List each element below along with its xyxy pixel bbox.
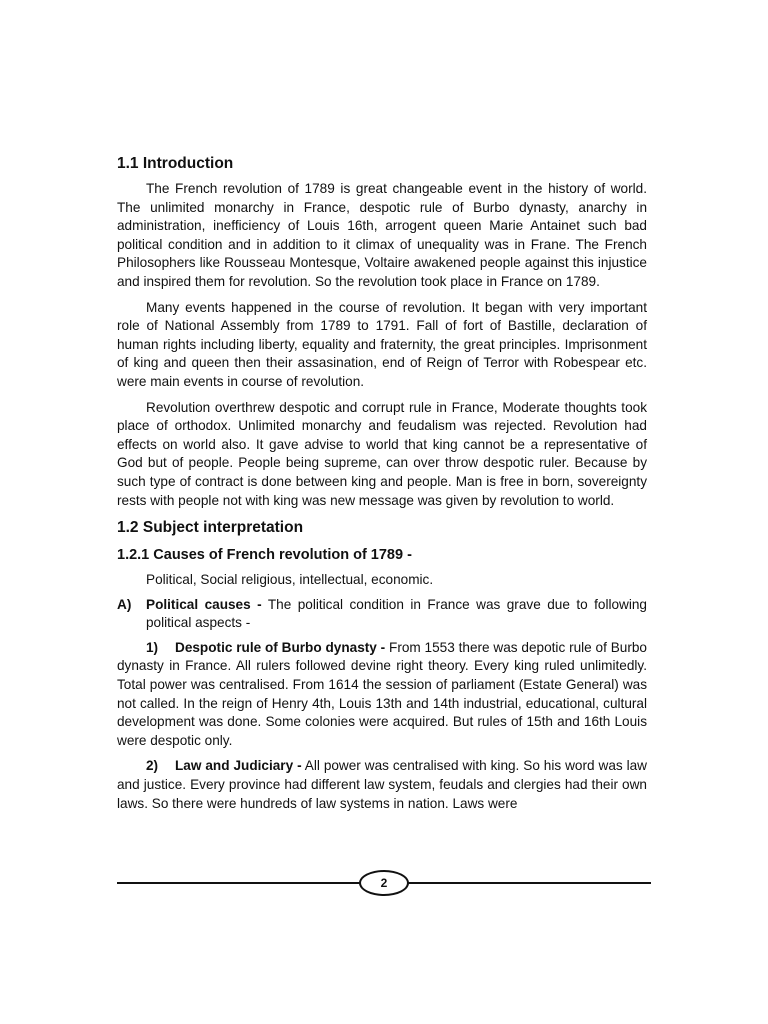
point-a-title: Political causes - — [146, 596, 262, 612]
section-heading-subject-interpretation: 1.2 Subject interpretation — [117, 519, 304, 537]
intro-paragraph-1: The French revolution of 1789 is great changeable event in the history of world. The unlimited monarchy in France, despotic rule of Burbo dynasty, anarchy in administration, inefficiency of Louis 16th, arrogent queen Marie Antainet such bad political condition and in addition to it climax of unequality was in Frane. The French Philosophers like Rousseau Montesque, Voltaire awakened people against this injustice and inspired them for revolution. So the revolution took place in France on 1789. — [117, 181, 647, 289]
intro-paragraph-2: Many events happened in the course of revolution. It began with very important role of National Assembly from 1789 to 1791. Fall of fort of Bastille, declaration of human rights including liberty, equality and fraternity, the great principles. Imprisonment of king and queen then their assasination, end of Reign of Terror with Robespear etc. were main events in course of revolution. — [117, 299, 647, 389]
subsection-heading-causes: 1.2.1 Causes of French revolution of 1789 - — [117, 547, 412, 564]
point-a-marker: A) — [117, 596, 132, 612]
item-2-title: Law and Judiciary - — [175, 758, 302, 774]
item-1-number: 1) — [146, 639, 159, 655]
point-a-text: The political condition in France was grave due to following political aspects - — [146, 596, 647, 631]
page-content — [117, 153, 647, 820]
page-footer — [117, 870, 651, 896]
item-1-title: Despotic rule of Burbo dynasty - — [175, 639, 386, 655]
item-2-text: All power was centralised with king. So his word was law and justice. Every province had different law system, feudals and clergies had their own laws. So there were hundreds of law systems in nation. Laws were — [117, 758, 647, 811]
point-a-political-causes — [117, 596, 647, 633]
intro-paragraph-3: Revolution overthrew despotic and corrupt rule in France, Moderate thoughts took place of orthodox. Unlimited monarchy and feudalism was rejected. Revolution had effects on world also. It gave advise to world that king cannot be a representative of God but of people. People being supreme, can over throw despotic ruler. Because by such type of contract is done between king and people. Man is free in born, sovereignty rests with people not with king was new message was given by revolution to world. — [117, 399, 647, 508]
item-1-despotic-rule — [117, 639, 647, 751]
item-1-text: From 1553 there was depotic rule of Burbo dynasty in France. All rulers followed devine right theory. Every king ruled unlimitedly. Total power was centralised. From 1614 the session of parliament (Estate General) was not called. In the reign of Henry 4th, Louis 13th and 14th industrial, educational, cultural development was done. Some colonies were acquired. But rules of 15th and 16th Louis were despotic only. — [117, 639, 647, 748]
page-number-badge: 2 — [359, 870, 409, 896]
section-heading-introduction: 1.1 Introduction — [117, 155, 234, 172]
point-a-body — [146, 596, 647, 633]
causes-list: Political, Social religious, intellectual, economic. — [146, 572, 434, 588]
item-2-number: 2) — [146, 758, 159, 774]
item-2-law-judiciary — [117, 757, 647, 813]
